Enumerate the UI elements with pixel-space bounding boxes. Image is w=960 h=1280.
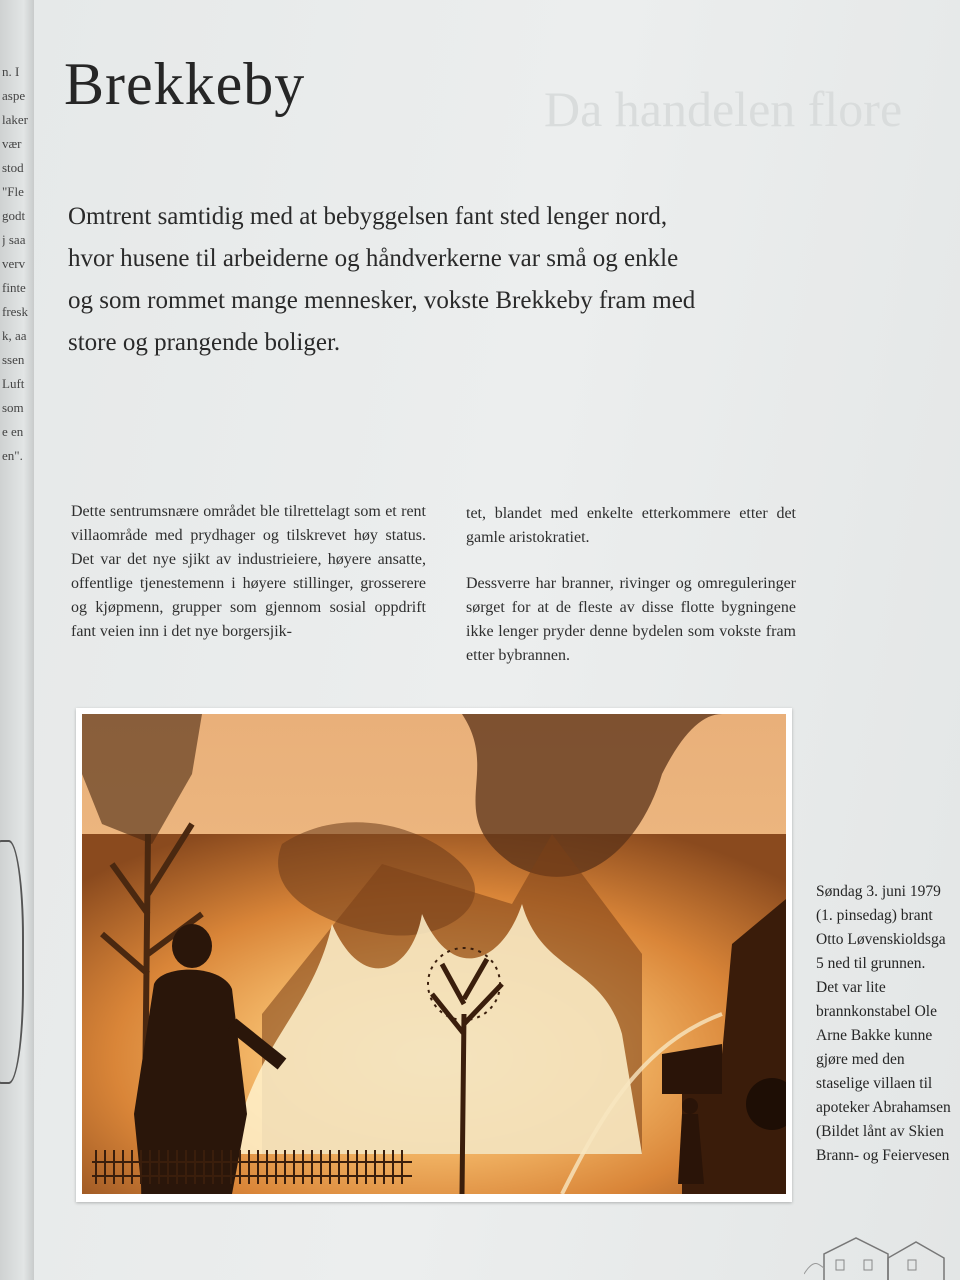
house-sketch-illustration [804, 1228, 960, 1280]
adjacent-text-fragment: som [2, 400, 24, 415]
fire-photograph [82, 714, 786, 1194]
ornament-frame [0, 840, 24, 1084]
body-paragraph-2: Dessverre har branner, rivinger og omreguleringer sørget for at de fleste av disse flotte bygningene ikke lenger pryder denne bydelen som vokste fram etter bybrannen. [466, 575, 796, 664]
caption-line: Søndag 3. juni 1979 [816, 883, 941, 900]
adjacent-text-fragment: j saa [2, 232, 26, 247]
caption-line: 5 ned til grunnen. [816, 955, 926, 972]
adjacent-text-fragment: fresk [2, 304, 28, 319]
photo-frame [76, 708, 792, 1202]
page-title: Brekkeby [64, 51, 306, 117]
adjacent-text-fragment: "Fle [2, 184, 24, 199]
adjacent-text-fragment: k, aa [2, 328, 27, 343]
caption-line: apoteker Abrahamsen [816, 1099, 951, 1116]
lead-paragraph: Omtrent samtidig med at bebyggelsen fant sted lenger nord, hvor husene til arbeiderne og håndverkerne var små og enkle og som rommet mange mennesker, vokste Brekkeby fram med store og prangende boliger. [68, 203, 696, 356]
adjacent-text-fragment: stod [2, 160, 24, 175]
adjacent-text-fragment: en". [2, 448, 23, 463]
caption-line: Otto Løvenskioldsga [816, 931, 946, 948]
bleed-through-heading: Da handelen flore [544, 81, 903, 137]
body-column-right [466, 502, 796, 690]
adjacent-text-fragment: aspe [2, 88, 26, 103]
adjacent-text-fragment: e en [2, 424, 24, 439]
adjacent-text-fragment: n. I [2, 64, 20, 79]
caption-line: brannkonstabel Ole [816, 1003, 937, 1020]
adjacent-text-fragment: vær [2, 136, 22, 151]
adjacent-text-fragment: laker [2, 112, 28, 127]
adjacent-text-fragment: verv [2, 256, 26, 271]
caption-line: staselige villaen til [816, 1075, 933, 1092]
caption-line: Brann- og Feiervesen [816, 1147, 950, 1164]
caption-line: Det var lite [816, 979, 886, 996]
caption-line: (Bildet lånt av Skien [816, 1123, 944, 1140]
photo-caption [816, 880, 960, 1168]
caption-line: (1. pinsedag) brant [816, 907, 933, 924]
adjacent-text-fragment: Luft [2, 376, 25, 391]
caption-line: gjøre med den [816, 1051, 905, 1068]
adjacent-page-edge [0, 0, 35, 1280]
body-column-left: Dette sentrumsnære området ble tilrettelagt som et rent villaområde med prydhager og tilskrevet høy status. Det var det nye sjikt av industrieiere, høyere ansatte, offentlige tjenestemenn i høyere stillinger, grosserere og kjøpmenn, grupper som gjennom sosial oppdrift fant veien inn i det nye borgersjik- [71, 503, 426, 640]
caption-line: Arne Bakke kunne [816, 1027, 933, 1044]
body-paragraph-1: tet, blandet med enkelte etterkommere etter det gamle aristokratiet. [466, 505, 796, 546]
book-page [34, 0, 960, 1280]
adjacent-text-fragment: ssen [2, 352, 25, 367]
adjacent-text-fragment: finte [2, 280, 26, 295]
adjacent-text-fragment: godt [2, 208, 26, 223]
adjacent-page-text [2, 60, 32, 468]
